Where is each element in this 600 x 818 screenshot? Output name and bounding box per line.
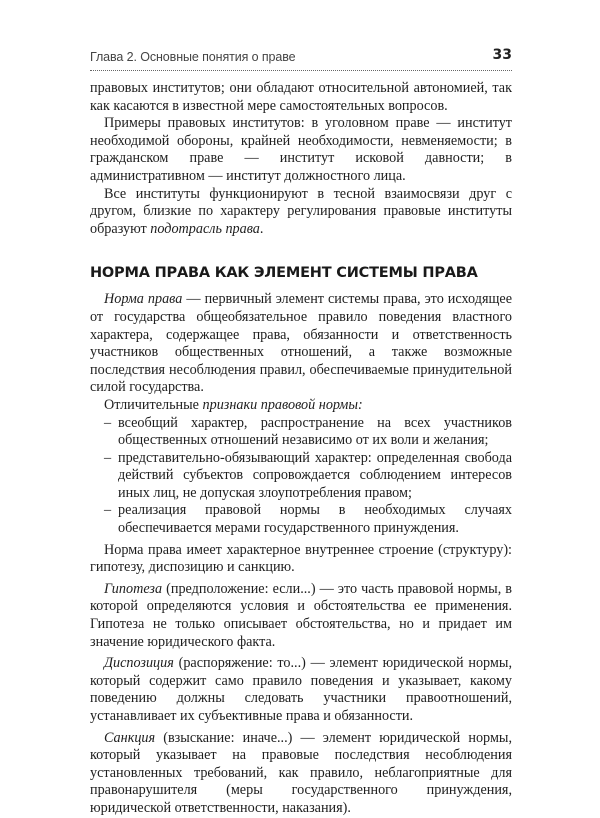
header-dotted-rule [90,70,512,71]
paragraph-hypothesis [90,581,512,651]
paragraph-features-intro [90,397,512,415]
dash-bullet: – [104,414,112,431]
list-item [90,502,512,537]
dash-bullet: – [104,449,112,466]
list-item [90,450,512,503]
paragraph-definition [90,291,512,397]
page-body [90,80,512,818]
chapter-title: Глава 2. Основные понятия о праве [90,50,296,64]
paragraph-institutions-end: . [259,220,264,237]
features-intro-text: Отличительные [104,396,203,413]
term-features: признаки правовой нормы: [202,396,363,413]
features-list [90,415,512,538]
term-hypothesis: Гипотеза [104,580,163,597]
paragraph-continuation: правовых институтов; они обладают относительной автономией, так как касаются в известной мере самостоятельных вопросов. [90,80,512,114]
term-sanction: Санкция [104,729,156,746]
term-disposition: Диспозиция [104,655,174,672]
hypothesis-text: (предположение: если...) — это часть правовой нормы, в которой определяются условия и обстоятельства ее применения. Гипотеза не только описывает обстоятельства, но и придает им значение юридического факта. [90,580,512,650]
disposition-text: (распоряжение: то...) — элемент юридической нормы, который содержит само правило поведения и указывает, какому поведению должны следовать участники правоотношений, устанавливает их субъективные права и обязанности. [90,655,512,724]
term-legal-norm: Норма права [104,291,183,308]
list-item-text: реализация правовой нормы в необходимых случаях обеспечивается мерами государственного принуждения. [118,502,512,537]
dash-bullet: – [104,502,112,519]
paragraph-examples: Примеры правовых институтов: в уголовном праве — институт необходимой обороны, крайней необходимости, невменяемости; в гражданском праве — институт исковой давности; в административном — институт должностного лица. [90,115,512,184]
definition-text: — первичный элемент системы права, это исходящее от государства общеобязательное правило поведения властного характера, содержащее права, обязанности и ответственность участников общественных отношений, а также возможные последствия несоблюдения правил, обеспечиваемые принудительной силой государства. [90,291,513,396]
paragraph-sanction [90,730,512,818]
list-item [90,415,512,450]
list-item-text: всеобщий характер, распространение на всех участников общественных отношений независимо от их воли и желания; [118,414,512,449]
paragraph-structure: Норма права имеет характерное внутреннее строение (структуру): гипотезу, диспозицию и санкцию. [90,541,512,576]
page-number: 33 [492,47,512,63]
paragraph-institutions-text: Все институты функционируют в тесной взаимосвязи друг с другом, близкие по характеру регулирования правовые институты образуют [90,185,512,237]
paragraph-disposition [90,655,512,725]
running-header [90,48,512,68]
term-subbranch: подотрасль права [150,220,260,237]
paragraph-institutions [90,186,512,239]
list-item-text: представительно-обязывающий характер: определенная свобода действий субъектов сопровождается соблюдением интересов иных лиц, не допуская злоупотребления правом; [118,449,512,501]
section-heading: НОРМА ПРАВА КАК ЭЛЕМЕНТ СИСТЕМЫ ПРАВА [90,265,478,282]
sanction-text: (взыскание: иначе...) — элемент юридической нормы, который указывает на правовые последствия несоблюдения установленных требований, как правило, неблагоприятные для правонарушителя (меры государственного принуждения, юридической ответственности, наказания). [90,729,512,816]
